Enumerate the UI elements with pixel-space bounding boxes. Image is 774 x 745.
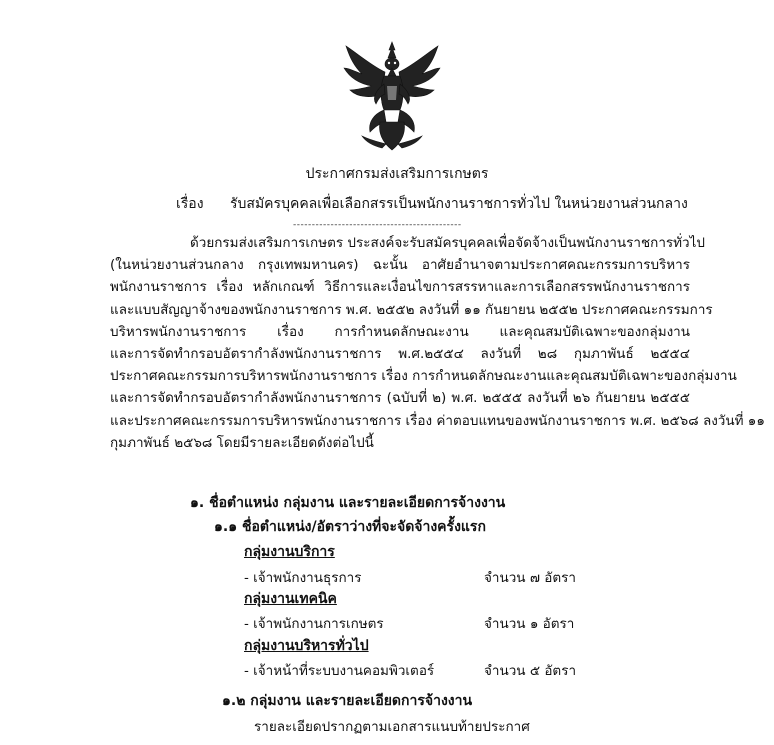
organization-title: ประกาศกรมส่งเสริมการเกษตร (305, 166, 489, 182)
paragraph-line: (ในหน่วยงานส่วนกลาง กรุงเทพมหานคร) ฉะนั้น อาศัยอำนาจตามประกาศคณะกรรมการบริหาร (110, 257, 690, 274)
group-technical-title: กลุ่มงานเทคนิค (244, 591, 337, 607)
paragraph-line: บริหารพนักงานราชการ เรื่อง การกำหนดลักษณะงาน และคุณสมบัติเฉพาะของกลุ่มงาน (110, 323, 690, 340)
subject-text: รับสมัครบุคคลเพื่อเลือกสรรเป็นพนักงานราชการทั่วไป ในหน่วยงานส่วนกลาง (230, 196, 688, 212)
section-1-1-title: ๑.๑ ชื่อตำแหน่ง/อัตราว่างที่จะจัดจ้างครั้งแรก (214, 519, 486, 535)
paragraph-line: และแบบสัญญาจ้างของพนักงานราชการ พ.ศ. ๒๕๕๒ ลงวันที่ ๑๑ กันยายน ๒๕๕๒ ประกาศคณะกรรมการ (110, 301, 713, 318)
paragraph-line: และการจัดทำกรอบอัตรากำลังพนักงานราชการ (ฉบับที่ ๒) พ.ศ. ๒๕๕๕ ลงวันที่ ๒๖ กันยายน ๒๕๕๕ (110, 390, 690, 407)
group-service-title: กลุ่มงานบริการ (244, 544, 335, 560)
section-1-title: ๑. ชื่อตำแหน่ง กลุ่มงาน และรายละเอียดการจ้างงาน (190, 495, 506, 511)
paragraph-line: พนักงานราชการ เรื่อง หลักเกณฑ์ วิธีการและเงื่อนไขการสรรหาและการเลือกสรรพนักงานราชการ (110, 279, 690, 296)
paragraph-line: กุมภาพันธ์ ๒๕๖๘ โดยมีรายละเอียดดังต่อไปนี้ (110, 434, 374, 451)
paragraph-line: ประกาศคณะกรรมการบริหารพนักงานราชการ เรื่อง การกำหนดลักษณะงานและคุณสมบัติเฉพาะของกลุ่มงาน (110, 368, 737, 385)
intro-paragraph (110, 232, 765, 454)
subject-label: เรื่อง (176, 196, 204, 212)
divider-line: --------------------------------------------- (293, 220, 462, 230)
subject-line (176, 193, 688, 215)
section-1-2-detail: รายละเอียดปรากฏตามเอกสารแนบท้ายประกาศ (254, 719, 530, 735)
group-admin-title: กลุ่มงานบริหารทั่วไป (244, 638, 369, 654)
position-count: จำนวน ๑ อัตรา (484, 616, 575, 632)
position-clerical: - เจ้าพนักงานธุรการ (244, 570, 362, 586)
paragraph-line: และการจัดทำกรอบอัตรากำลังพนักงานราชการ พ.ศ.๒๕๕๔ ลงวันที่ ๒๘ กุมภาพันธ์ ๒๕๕๔ (110, 345, 690, 362)
garuda-emblem-icon (342, 40, 442, 152)
section-1-2-title: ๑.๒ กลุ่มงาน และรายละเอียดการจ้างงาน (222, 693, 473, 709)
paragraph-line: ด้วยกรมส่งเสริมการเกษตร ประสงค์จะรับสมัครบุคคลเพื่อจัดจ้างเป็นพนักงานราชการทั่วไป (190, 235, 705, 251)
position-count: จำนวน ๕ อัตรา (484, 663, 577, 679)
position-agriculture: - เจ้าพนักงานการเกษตร (244, 616, 384, 632)
position-count: จำนวน ๗ อัตรา (484, 570, 576, 586)
paragraph-line: และประกาศคณะกรรมการบริหารพนักงานราชการ เรื่อง ค่าตอบแทนของพนักงานราชการ พ.ศ. ๒๕๖๘ ลงวันที่ ๑๑ (110, 412, 765, 429)
position-computer: - เจ้าหน้าที่ระบบงานคอมพิวเตอร์ (244, 663, 435, 679)
